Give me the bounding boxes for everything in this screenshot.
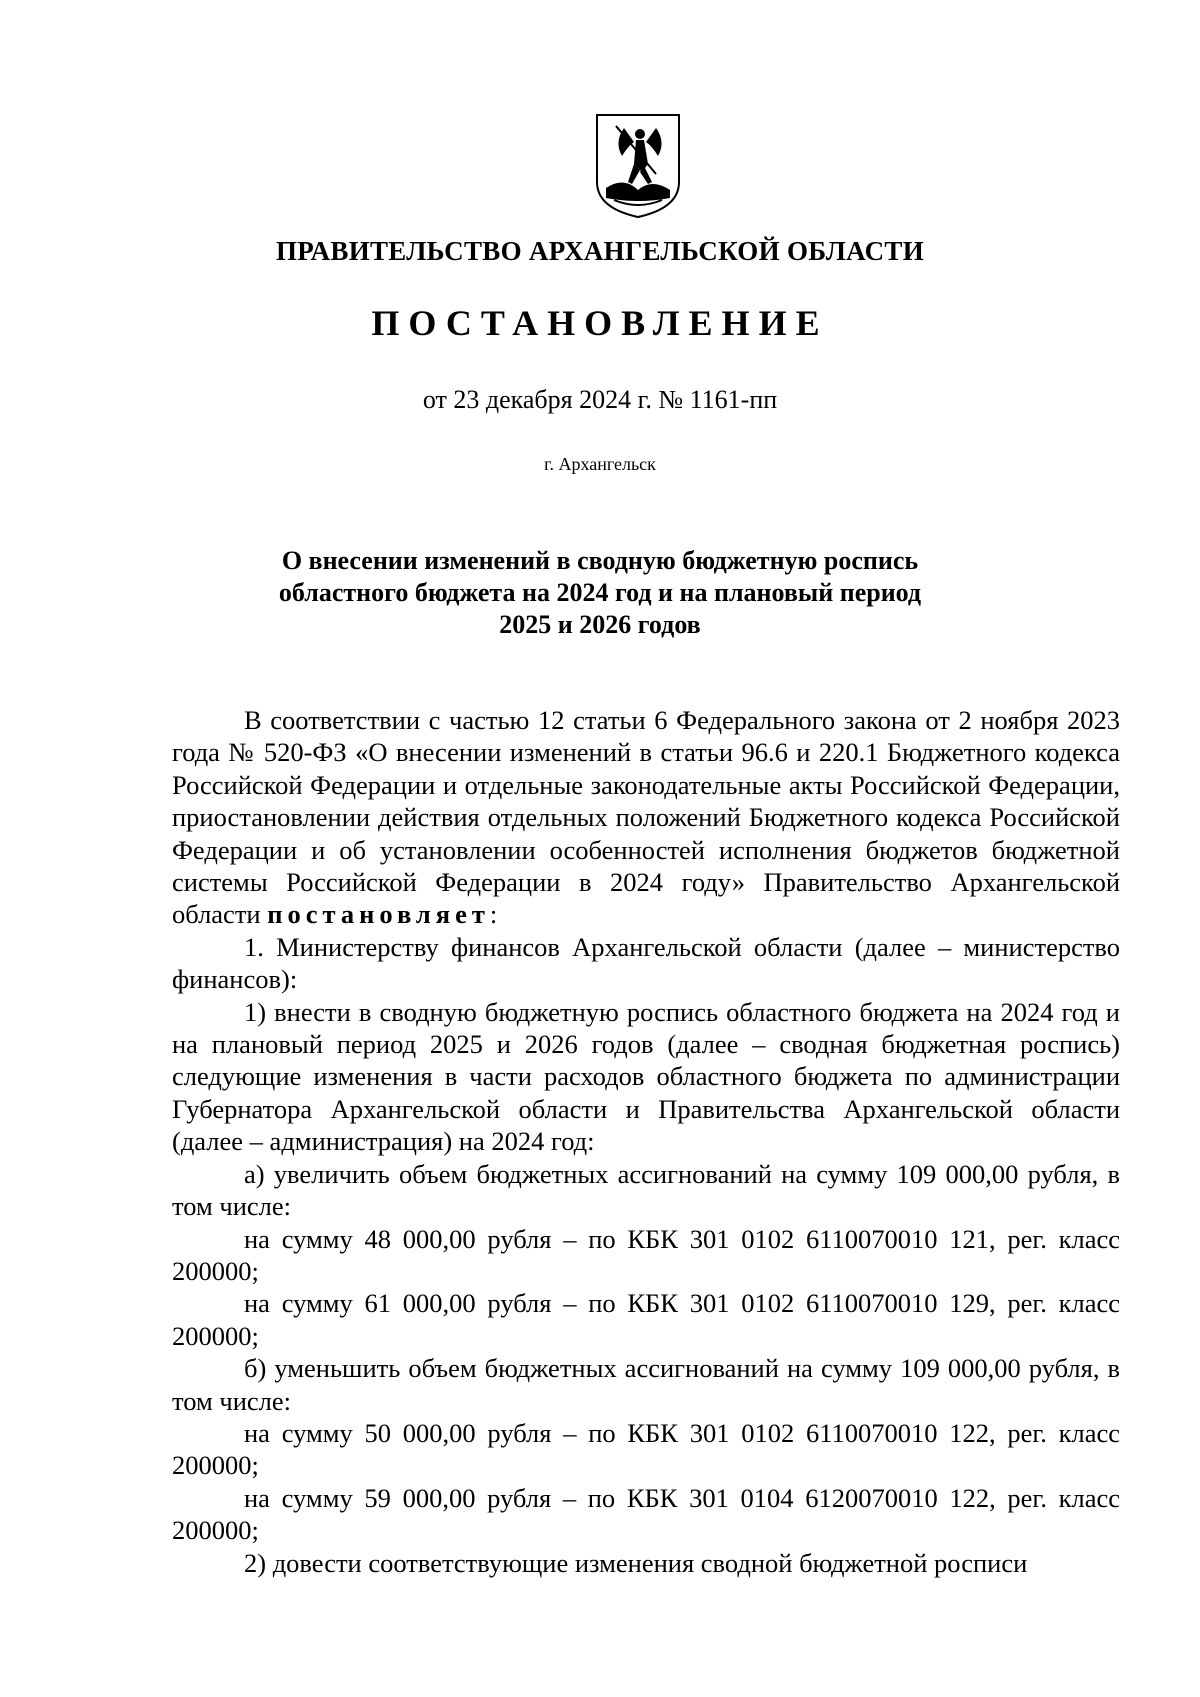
body-paragraph: 1. Министерству финансов Архангельской области (далее – министерство финансов):: [172, 931, 1120, 995]
document-city: г. Архангельск: [544, 454, 656, 474]
body-paragraph: на сумму 59 000,00 рубля – по КБК 301 0104 6120070010 122, рег. класс 200000;: [172, 1482, 1120, 1546]
body-paragraph: б) уменьшить объем бюджетных ассигнований на сумму 109 000,00 рубля, в том числе:: [172, 1353, 1120, 1416]
decree-colon: :: [489, 899, 498, 930]
body-paragraph: на сумму 50 000,00 рубля – по КБК 301 0102 6110070010 122, рег. класс 200000;: [172, 1417, 1120, 1481]
body-paragraph: 1) внести в сводную бюджетную роспись областного бюджета на 2024 год и на плановый период 2025 и 2026 годов (далее – сводная бюджетная роспись) следующие изменения в части расходов областного бюджета по администрации Губернатора Архангельской области и Правительства Архангельской области (далее – администрация) на 2024 год:: [172, 996, 1120, 1157]
title-line: О внесении изменений в сводную бюджетную роспись: [281, 546, 919, 575]
body-paragraph: на сумму 48 000,00 рубля – по КБК 301 0102 6110070010 121, рег. класс 200000;: [172, 1223, 1120, 1286]
arkhangelsk-coat-of-arms-icon: [594, 112, 682, 220]
body-paragraph: 2) довести соответствующие изменения сводной бюджетной росписи: [244, 1547, 1028, 1578]
body-paragraph: а) увеличить объем бюджетных ассигнований на сумму 109 000,00 рубля, в том числе:: [172, 1158, 1120, 1222]
preamble-paragraph: [172, 704, 1120, 931]
body-paragraph: на сумму 61 000,00 рубля – по КБК 301 0102 6110070010 129, рег. класс 200000;: [172, 1288, 1120, 1351]
decree-word: постановляет: [267, 899, 490, 930]
document-body: [172, 704, 1120, 1579]
title-line: областного бюджета на 2024 год и на плановый период: [278, 578, 922, 607]
document-type: ПОСТАНОВЛЕНИЕ: [371, 303, 829, 343]
document-date-number: от 23 декабря 2024 г. № 1161-пп: [422, 385, 778, 414]
title-line: 2025 и 2026 годов: [499, 610, 701, 639]
document-title: [240, 545, 960, 641]
preamble-text: В соответствии с частью 12 статьи 6 Федерального закона от 2 ноября 2023 года № 520-ФЗ «О внесении изменений в статьи 96.6 и 220.1 Бюджетного кодекса Российской Федерации и отдельные законодательные акты Российской Федерации, приостановлении действия отдельных положений Бюджетного кодекса Российской Федерации и об установлении особенностей исполнения бюджетов бюджетной системы Российской Федерации в 2024 году» Правительство Архангельской области: [172, 705, 1120, 930]
organization-name: ПРАВИТЕЛЬСТВО АРХАНГЕЛЬСКОЙ ОБЛАСТИ: [275, 236, 925, 266]
